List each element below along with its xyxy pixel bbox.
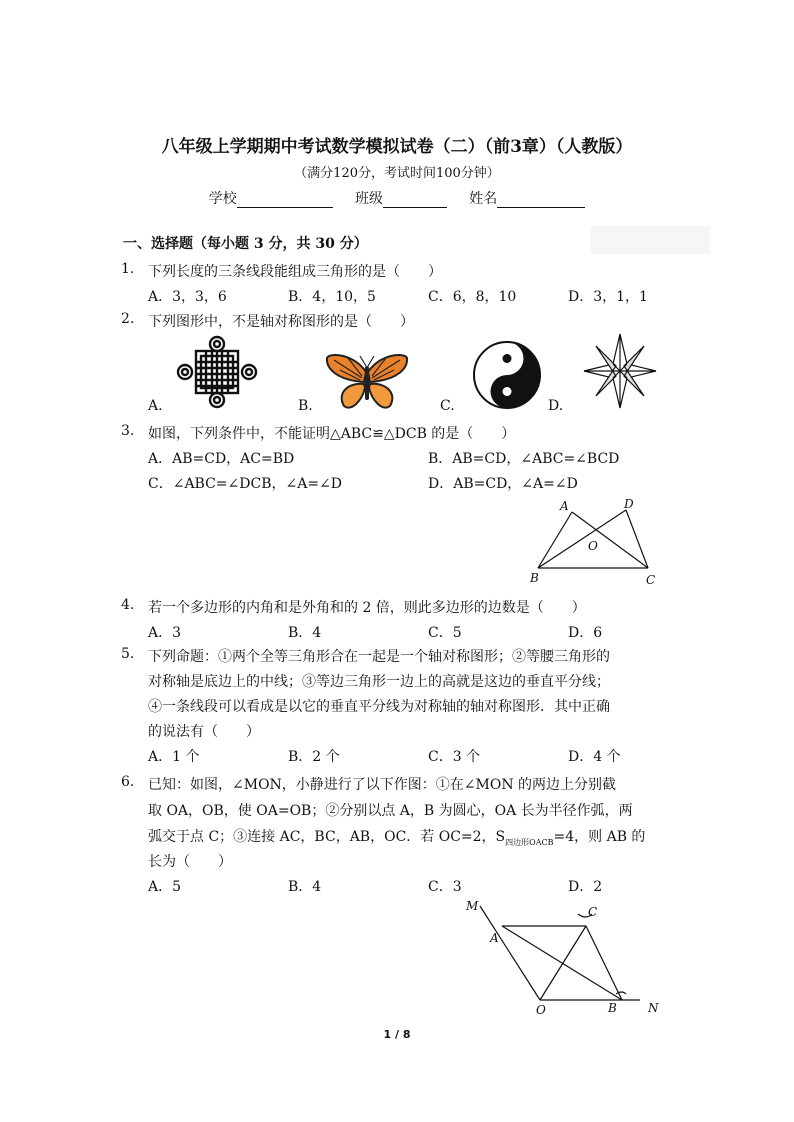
option-d[interactable]: D. <box>548 398 564 414</box>
school-blank[interactable] <box>237 193 333 208</box>
option-d[interactable]: D．6 <box>568 625 603 641</box>
segment-ab <box>538 512 572 568</box>
question-3 <box>121 423 516 443</box>
option-d[interactable]: D．3，1，1 <box>568 289 648 305</box>
option-a[interactable]: A．3 <box>148 625 182 641</box>
compass-star-icon <box>582 332 658 410</box>
option-a[interactable]: A．3，3，6 <box>148 289 227 305</box>
school-label: 学校 <box>208 191 237 207</box>
label-c: C <box>646 573 656 587</box>
label-m: M <box>466 899 479 913</box>
option-a[interactable]: A．1 个 <box>148 749 200 765</box>
option-c[interactable]: C. <box>440 398 455 414</box>
question-2 <box>121 311 414 331</box>
option-d[interactable]: D．AB=CD，∠A=∠D <box>428 476 578 492</box>
question-line: 的说法有（ ） <box>148 724 260 740</box>
question-stem: 如图，下列条件中，不能证明△ABC≌△DCB 的是（ ） <box>148 426 516 442</box>
option-b[interactable]: B．4，10，5 <box>288 289 376 305</box>
label-a: A <box>560 499 569 513</box>
label-a: A <box>490 931 499 945</box>
option-a[interactable]: A. <box>148 398 163 414</box>
option-a[interactable]: A．5 <box>148 879 182 895</box>
option-d[interactable]: D．4 个 <box>568 749 621 765</box>
rhombus-figure-q6 <box>458 896 666 1018</box>
label-b: B <box>608 1001 617 1015</box>
page-title: 八年级上学期期中考试数学模拟试卷（二）（前3章）（人教版） <box>161 137 633 157</box>
question-line: 长为（ ） <box>148 854 232 870</box>
question-number: 2. <box>121 311 135 327</box>
triangle-figure-q3 <box>524 494 664 588</box>
ray-om <box>480 906 540 1000</box>
label-o: O <box>536 1003 546 1017</box>
name-blank[interactable] <box>497 193 585 208</box>
label-n: N <box>648 1001 659 1015</box>
question-number: 6. <box>121 774 135 790</box>
question-number: 1. <box>121 261 135 277</box>
question-line-part: =4，则 AB 的 <box>553 829 646 845</box>
question-stem: 若一个多边形的内角和是外角和的 2 倍，则此多边形的边数是（ ） <box>148 600 586 616</box>
page-subtitle: （满分120分，考试时间100分钟） <box>294 166 500 181</box>
question-line-part: 弧交于点 C；③连接 AC，BC，AB，OC．若 OC=2，S <box>148 829 506 845</box>
question-stem: 下列图形中，不是轴对称图形的是（ ） <box>148 314 414 330</box>
label-b: B <box>530 571 539 585</box>
gray-box <box>590 226 710 254</box>
name-label: 姓名 <box>469 191 498 207</box>
option-b[interactable]: B．4 <box>288 625 322 641</box>
question-line: 下列命题：①两个全等三角形合在一起是一个轴对称图形；②等腰三角形的 <box>148 649 610 665</box>
segment-oc <box>540 926 586 1000</box>
option-c[interactable]: C．∠ABC=∠DCB，∠A=∠D <box>148 476 343 492</box>
area-subscript: 四边形OACB <box>505 837 554 847</box>
question-line-3 <box>148 826 645 848</box>
option-b[interactable]: B．4 <box>288 879 322 895</box>
option-a[interactable]: A．AB=CD，AC=BD <box>148 451 295 467</box>
question-line: 对称轴是底边上的中线；③等边三角形一边上的高就是这边的垂直平分线； <box>148 674 610 690</box>
option-c[interactable]: C．5 <box>428 625 462 641</box>
question-number: 3. <box>121 423 135 439</box>
option-b[interactable]: B．2 个 <box>288 749 340 765</box>
chinese-knot-icon <box>176 334 258 410</box>
question-1 <box>121 261 442 281</box>
yin-yang-icon <box>472 340 542 410</box>
class-blank[interactable] <box>383 193 447 208</box>
label-c: C <box>588 905 598 919</box>
question-line: 已知：如图，∠MON，小静进行了以下作图：①在∠MON 的两边上分别截 <box>148 777 617 793</box>
question-number: 5. <box>121 646 135 662</box>
question-line: 取 OA，OB，使 OA=OB；②分别以点 A，B 为圆心，OA 长为半径作弧，两 <box>148 803 633 819</box>
student-info <box>0 188 794 208</box>
question-5 <box>121 646 610 666</box>
label-o: O <box>588 539 598 553</box>
question-6 <box>121 774 617 794</box>
option-b[interactable]: B．AB=CD，∠ABC=∠BCD <box>428 451 620 467</box>
butterfly-icon <box>324 352 410 414</box>
option-c[interactable]: C．6，8，10 <box>428 289 517 305</box>
question-4 <box>121 597 586 617</box>
option-c[interactable]: C．3 个 <box>428 749 481 765</box>
question-number: 4. <box>121 597 135 613</box>
class-label: 班级 <box>355 191 383 207</box>
arc-b <box>616 992 626 994</box>
question-line: ④一条线段可以看成是以它的垂直平分线为对称轴的轴对称图形．其中正确 <box>148 699 610 715</box>
page-number: 1 / 8 <box>383 1028 411 1041</box>
label-d: D <box>624 497 634 511</box>
option-c[interactable]: C．3 <box>428 879 462 895</box>
question-stem: 下列长度的三条线段能组成三角形的是（ ） <box>148 264 442 280</box>
section-title: 一、选择题（每小题 3 分，共 30 分） <box>123 236 368 252</box>
option-b[interactable]: B. <box>298 398 313 414</box>
option-d[interactable]: D．2 <box>568 879 603 895</box>
